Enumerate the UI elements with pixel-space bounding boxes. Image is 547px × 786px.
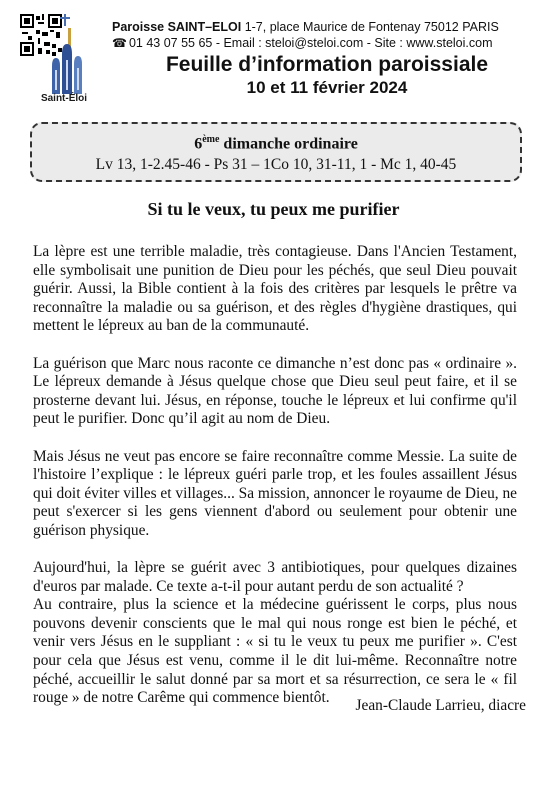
phone-icon: ☎ <box>112 36 127 50</box>
logo-caption: Saint-Éloi <box>40 93 88 104</box>
page-date: 10 et 11 février 2024 <box>246 78 408 97</box>
liturgy-sunday: dimanche ordinaire <box>219 135 358 153</box>
paragraph: Au contraire, plus la science et la médecine guérissent le corps, plus nous pouvons devenir conscients que le mal qui nous ronge est bien le péché, et venir vers Jésus en le suppliant : « si tu le veux tu peux me purifier ». C'est pour cela que Jésus est venu, comme il le dit lui-même. Reconnaître notre péché, accueillir le salut donné par sa mort et sa résurrection, ce sera le « fil rouge » de notre Carême qui commence bientôt. <box>33 596 517 707</box>
paragraph: Aujourd'hui, la lèpre se guérit avec 3 antibiotiques, pour quelques dizaines d'euros par malade. Ce texte a-t-il pour autant perdu de son actualité ? <box>33 559 517 595</box>
parish-name: Paroisse SAINT–ELOI <box>112 20 242 34</box>
article-body <box>33 243 517 726</box>
page-header <box>0 0 547 115</box>
liturgy-readings: Lv 13, 1-2.45-46 - Ps 31 – 1Co 10, 31-11, 1 - Mc 1, 40-45 <box>95 156 457 174</box>
paragraph: Mais Jésus ne veut pas encore se faire reconnaître comme Messie. La suite de l'histoire l’explique : le lépreux guéri parle trop, et les foules assaillent Jésus qui doit éviter villes et villages... Sa mission, annoncer le royaume de Dieu, ne peut s'exercer si les gens viennent d'abord ou seulement pour obtenir une guérison physique. <box>33 447 517 539</box>
liturgy-ordinal: 6 <box>194 135 203 153</box>
signature: Jean-Claude Larrieu, diacre <box>355 697 526 714</box>
page-title: Feuille d’information paroissiale <box>165 53 489 76</box>
contact-line <box>112 36 542 50</box>
liturgy-title <box>32 130 520 153</box>
liturgy-ordinal-suffix: ème <box>202 134 220 145</box>
liturgy-box <box>30 122 522 182</box>
contact-text: 01 43 07 55 65 - Email : steloi@steloi.com - Site : www.steloi.com <box>128 36 493 50</box>
article-title: Si tu le veux, tu peux me purifier <box>147 199 400 219</box>
parish-address <box>112 20 542 34</box>
church-logo-icon <box>38 14 94 94</box>
address-text: 1-7, place Maurice de Fontenay 75012 PARIS <box>241 20 499 34</box>
paragraph: La lèpre est une terrible maladie, très contagieuse. Dans l'Ancien Testament, elle symbolisait une punition de Dieu pour les péchés, que seul Dieu pouvait guérir. Aussi, la Bible contient à la fois des critères par lesquels le prêtre va reconnaître la maladie ou sa guérison, et des règles d'hygiène drastiques, qui mettent le lépreux au ban de la communauté. <box>33 243 517 335</box>
paragraph: La guérison que Marc nous raconte ce dimanche n’est donc pas « ordinaire ». Le lépreux demande à Jésus quelque chose que Dieu seul peut faire, et il se prosterne devant lui. Jésus, en réponse, touche le lépreux et lui confirme qu'il peut le purifier. Donc qu’il agit au nom de Dieu. <box>33 354 517 428</box>
